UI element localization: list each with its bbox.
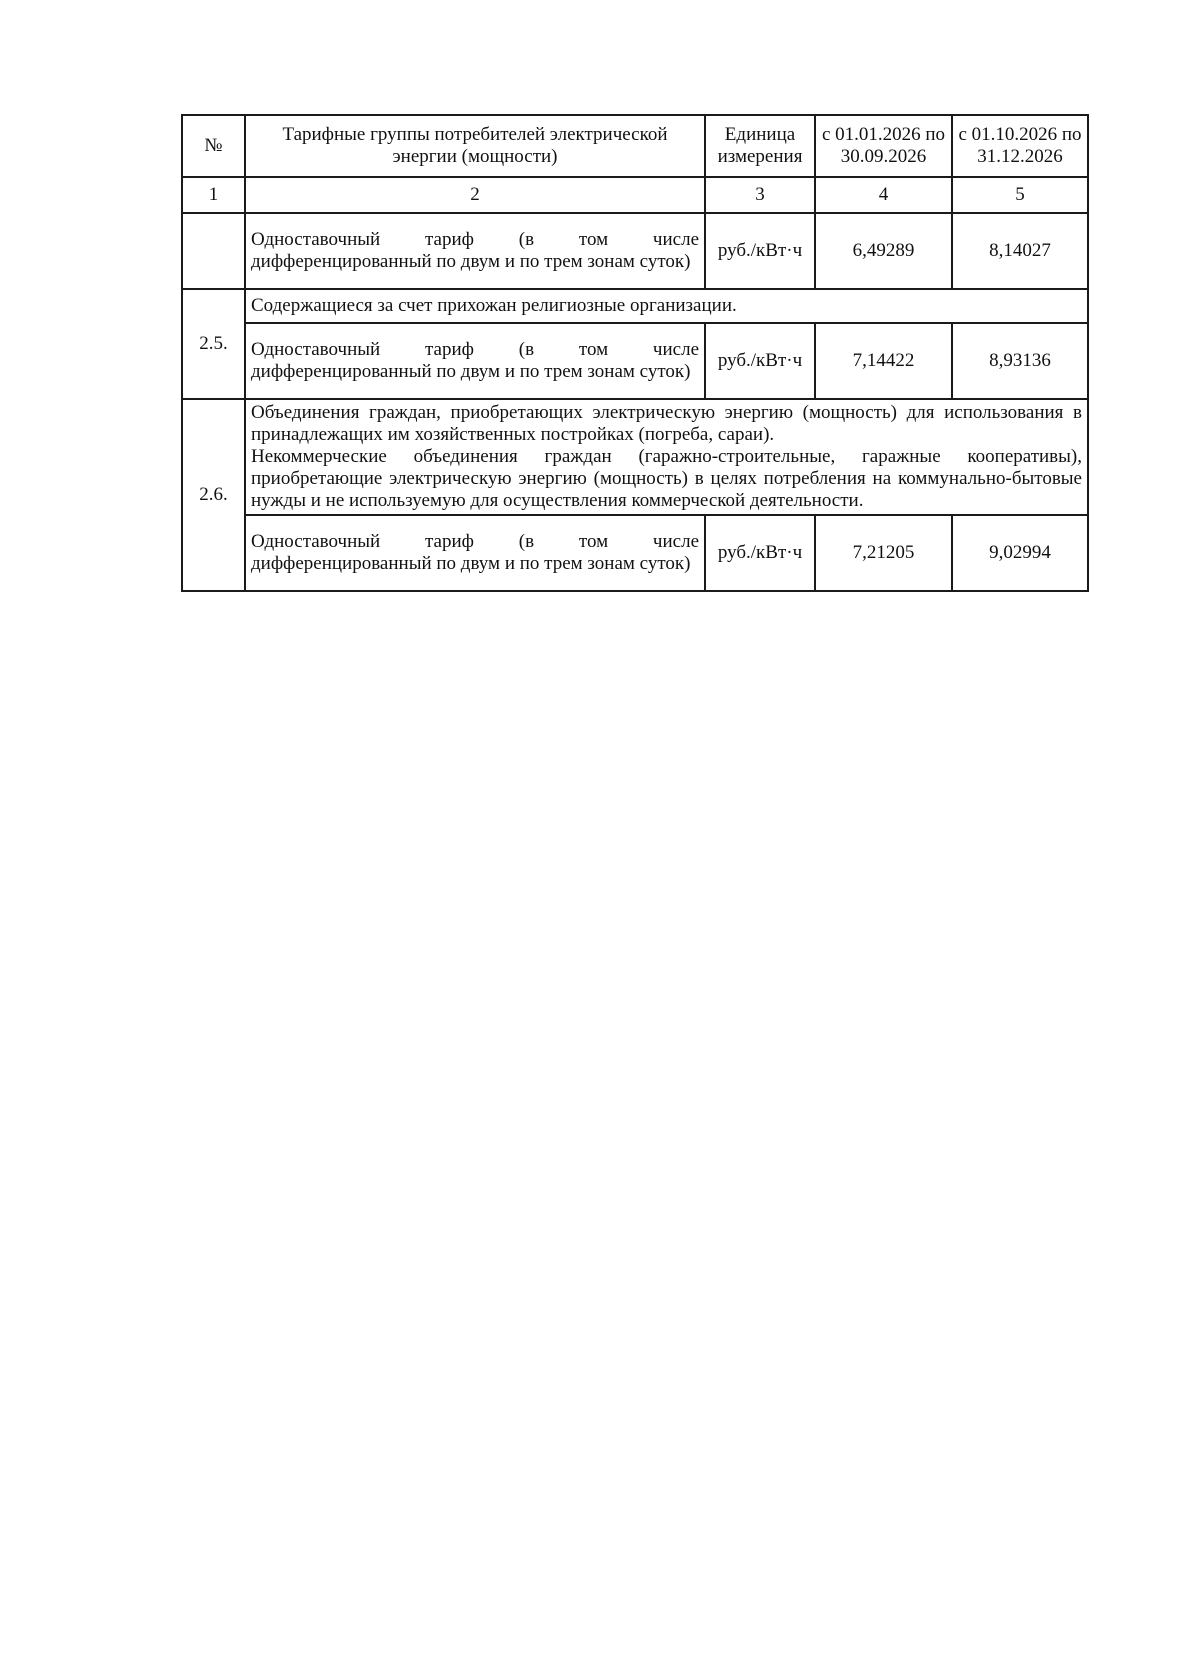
- tariff-value-period-2: 8,14027: [952, 213, 1088, 289]
- group-number: 2.6.: [182, 399, 245, 591]
- column-number: 2: [245, 177, 705, 213]
- tariff-unit: руб./кВт·ч: [705, 213, 815, 289]
- group-title: Содержащиеся за счет прихожан религиозные организации.: [245, 289, 1088, 323]
- column-number: 3: [705, 177, 815, 213]
- tariff-value-period-1: 7,21205: [815, 515, 952, 591]
- table-row: [182, 213, 1088, 289]
- group-title: [245, 399, 1088, 515]
- column-number: 5: [952, 177, 1088, 213]
- tariff-value-period-1: 7,14422: [815, 323, 952, 399]
- header-period-1: с 01.01.2026 по 30.09.2026: [815, 115, 952, 177]
- table-row: [182, 323, 1088, 399]
- tariff-unit: руб./кВт·ч: [705, 323, 815, 399]
- column-number: 4: [815, 177, 952, 213]
- tariff-description: Одноставочный тариф (в том числе дифференцированный по двум и по трем зонам суток): [245, 213, 705, 289]
- column-number-row: [182, 177, 1088, 213]
- row-num-empty: [182, 213, 245, 289]
- tariff-value-period-2: 8,93136: [952, 323, 1088, 399]
- tariff-description: Одноставочный тариф (в том числе дифференцированный по двум и по трем зонам суток): [245, 323, 705, 399]
- group-row: [182, 289, 1088, 323]
- tariff-unit: руб./кВт·ч: [705, 515, 815, 591]
- tariff-value-period-2: 9,02994: [952, 515, 1088, 591]
- group-row: [182, 399, 1088, 515]
- header-row: [182, 115, 1088, 177]
- header-period-2: с 01.10.2026 по 31.12.2026: [952, 115, 1088, 177]
- group-title-line-2: Некоммерческие объединения граждан (гаражно-строительные, гаражные кооперативы), приобретающие электрическую энергию (мощность) в целях потребления на коммунально-бытовые нужды и не используемую для осуществления коммерческой деятельности.: [251, 446, 1082, 511]
- table-row: [182, 515, 1088, 591]
- tariff-description: Одноставочный тариф (в том числе дифференцированный по двум и по трем зонам суток): [245, 515, 705, 591]
- group-number: 2.5.: [182, 289, 245, 399]
- header-num: №: [182, 115, 245, 177]
- header-groups: Тарифные группы потребителей электрической энергии (мощности): [245, 115, 705, 177]
- tariff-table: [181, 114, 1089, 592]
- column-number: 1: [182, 177, 245, 213]
- group-title-line-1: Объединения граждан, приобретающих электрическую энергию (мощность) для использования в принадлежащих им хозяйственных постройках (погреба, сараи).: [251, 402, 1082, 445]
- header-unit: Единица измерения: [705, 115, 815, 177]
- tariff-value-period-1: 6,49289: [815, 213, 952, 289]
